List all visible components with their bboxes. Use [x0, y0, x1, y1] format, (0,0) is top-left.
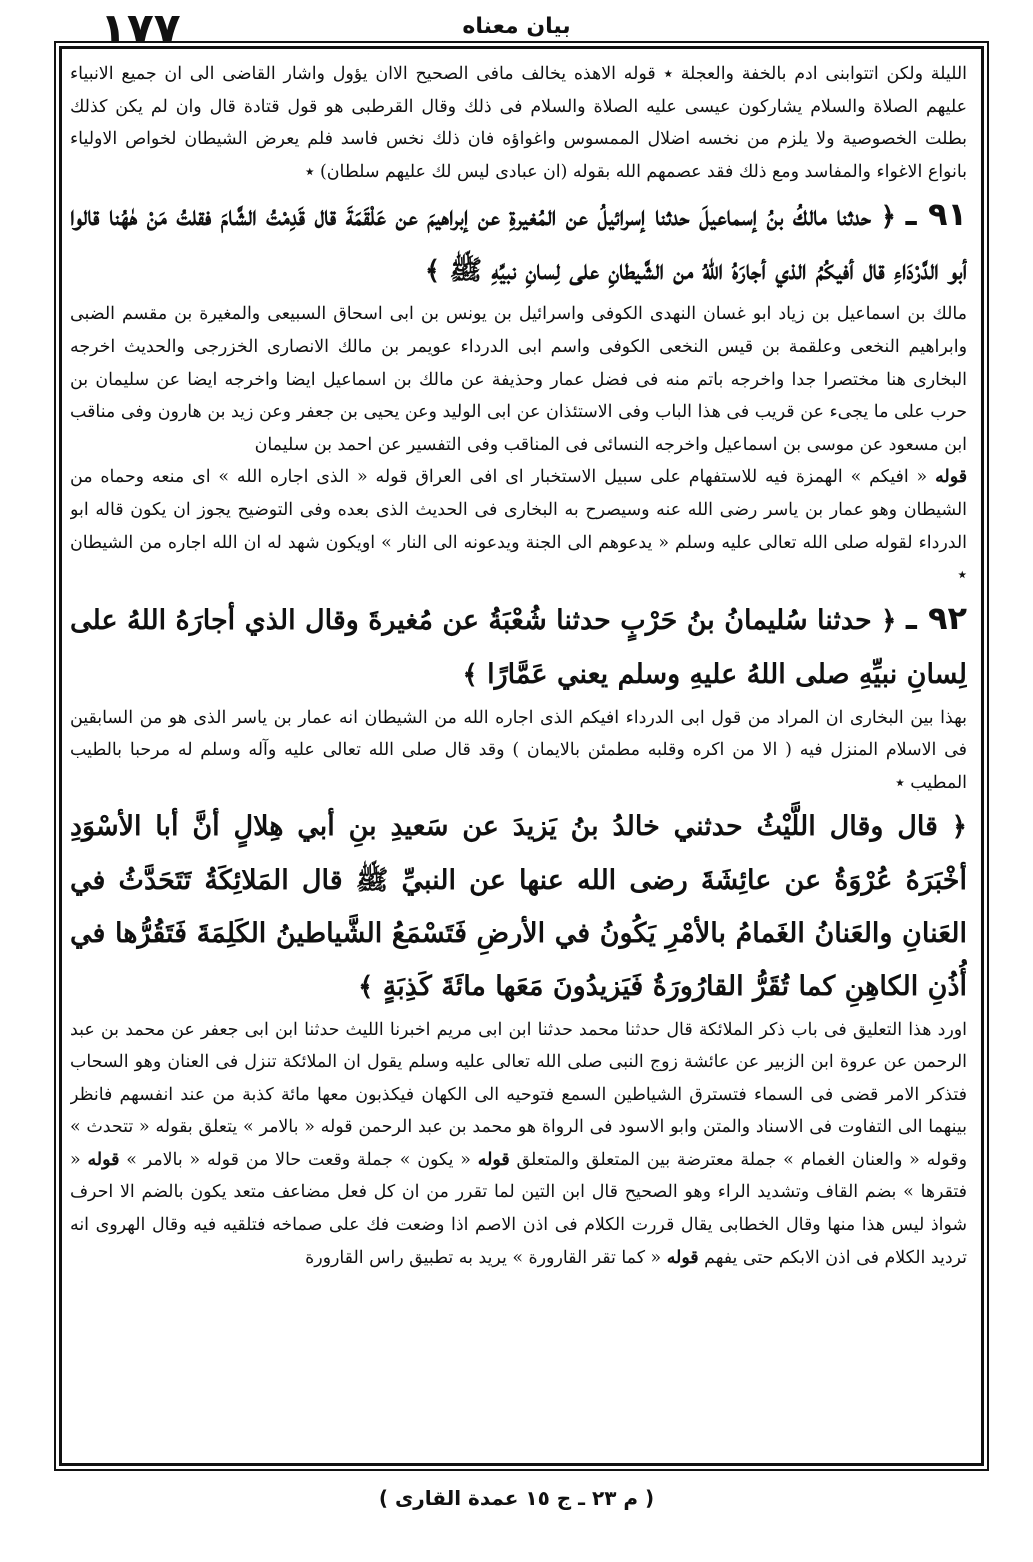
signature-mark: ( م ٢٣ ـ ج ١٥ عمدة القارى ) — [378, 1486, 655, 1510]
hadith-text: قال وقال اللَّيْثُ حدثني خالدُ بنُ يَزيدَ عن سَعيدِ بنِ أبي هِلالٍ أنَّ أبا الأسْوَدِ أخْبَرَهُ عُرْوَةُ عن عائِشَةَ رضى الله عنها عن النبيِّ ﷺ قال المَلائِكَةُ تَتَحَدَّثُ في العَنانِ والعَنانُ الغَمامُ بالأمْرِ يَكُونُ في الأرضِ فَتَسْمَعُ الشَّياطينُ الكَلِمَةَ فَتَقُرُّها في أُذُنِ الكاهِنِ كما تُقَرُّ القارُورَةُ فَيَزيدُونَ مَعَها مائَةَ كَذِبَةٍ — [70, 810, 967, 1002]
hadith-number: ٩٢ ـ — [905, 598, 967, 637]
hadith-muallaq — [70, 800, 967, 1014]
commentary-text: « افيكم » الهمزة فيه للاستفهام على سبيل الاستخبار اى افى العراق قوله « الذى اجاره الله » اى منعه وحماه من الشيطان وهو عمار بن ياسر رضى الله عنه وسيصرح به البخارى فى الحديث الذى بعده وفى التوضيح يجوز ان يكون قاله ابو الدرداء لقوله صلى الله تعالى عليه وسلم « يدعوهم الى الجنة ويدعونه الى النار » اويكون شهد له ان الله اجاره من الشيطان ٭ — [70, 467, 967, 586]
page-body — [70, 58, 967, 1450]
qawluhu-label: قوله — [477, 1149, 510, 1170]
running-title: بیان معناه — [462, 14, 571, 39]
commentary-paragraph: الليلة ولكن اتتوابنى ادم بالخفة والعجلة ٭ قوله الاهذه يخالف مافى الصحيح الاان يؤول واشار القاضى الى ان جميع الانبياء عليهم الصلاة والسلام يشاركون عيسى عليه الصلاة والسلام فى ذلك وقال القرطبى هو قول قتادة قال وان لم يكن كذلك بطلت الخصوصية ولا يلزم من نخسه اضلال الممسوس واغواؤه فان ذلك نخس فاسد فلم يعرض الشيطان لخواص الاولياء بانواع الاغواء والمفاسد ومع ذلك فقد عصمهم الله بقوله (ان عبادى ليس لك عليهم سلطان) ٭ — [70, 64, 967, 182]
commentary-paragraph: مالك بن اسماعيل بن زياد ابو غسان النهدى الكوفى واسرائيل بن يونس بن ابى اسحاق السبيعى والمغيرة بن مقسم الضبى وابراهيم النخعى وعلقمة بن قيس النخعى الكوفى واسم ابى الدرداء عويمر بن مالك الانصارى الخزرجى والحديث اخرجه البخارى هنا مختصرا جدا واخرجه باتم منه فى فضل عمار وحذيفة عن مالك بن اسماعيل ايضا واخرجه ايضا عن سليمان بن حرب على ما يجىء عن قريب فى هذا الباب وفى الاستئذان عن ابى الوليد وعن يحيى بن جعفر وعن زيد بن هارون وفى مناقب ابن مسعود عن موسى بن اسماعيل واخرجه النسائى فى المناقب وفى التفسير عن احمد بن سليمان — [70, 304, 967, 455]
ornate-bracket-open: ﴿ — [880, 202, 896, 233]
qawluhu-label: قوله — [935, 467, 967, 488]
hadith-92 — [70, 592, 967, 702]
ornate-bracket-close: ﴾ — [462, 659, 478, 690]
commentary-text: « فتقرها » بضم القاف وتشديد الراء وهو الصحيح قال ابن التين لما تقرر من ان كل فعل مضاعف متعد يكون بالضم الا احرف شواذ ليس هذا منها وقال الخطابى يقال قررت الكلام فى اذن الاصم اذا وضعت فك على صماخه فتلقيه فيه وقال الهروى انه ترديد الكلام فى اذن الابكم حتى يفهم — [70, 1149, 967, 1268]
commentary-paragraph — [70, 461, 967, 591]
commentary-text: « كما تقر القارورة » يريد به تطبيق راس القارورة — [305, 1247, 662, 1268]
hadith-text: حدثنا مالكُ بنُ إسماعيلَ حدثنا إسرائيلُ عن المُغيرةِ عن إبراهيمَ عن عَلْقَمَةَ قال قَدِمْتُ الشَّامَ فقلتُ مَنْ هٰهُنا قالوا أبو الدَّرْدَاءِ قال أفيكُمُ الذي أجارَهُ اللهُ من الشَّيطانِ على لِسانِ نبيِّهِ ﷺ — [70, 201, 967, 287]
commentary-text: اورد هذا التعليق فى باب ذكر الملائكة قال حدثنا محمد حدثنا ابن ابى مريم اخبرنا الليث حدثنا ابن ابى جعفر عن محمد بن عبد الرحمن عن عروة ابن الزبير عن عائشة زوج النبى صلى الله تعالى عليه وسلم يقول ان الملائكة تنزل فى العنان وهو السحاب فتذكر الامر قضى فى السماء فتسترق الشياطين السمع فتوحيه الى الكهان فيكذبون معها مائة كذبة من عند انفسهم فانظر بينهما الى التفاوت فى الاسناد والمتن وابو الاسود فى الرواة هو محمد بن عبد الرحمن قوله « بالامر » يتعلق بقوله « تتحدث » وقوله « والعنان الغمام » جملة معترضة بين المتعلق والمتعلق — [70, 1019, 967, 1170]
qawluhu-label: قوله — [666, 1247, 699, 1268]
ornate-bracket-open: ﴿ — [951, 811, 967, 842]
hadith-number: ٩١ ـ — [905, 195, 967, 234]
ornate-bracket-open: ﴿ — [881, 605, 897, 636]
qawluhu-label: قوله — [87, 1149, 120, 1170]
commentary-paragraph — [70, 1014, 967, 1275]
commentary-text: « يكون » جملة وقعت حالا من قوله « بالامر » — [126, 1149, 471, 1170]
page-number: ١٧٧ — [100, 4, 181, 55]
commentary-paragraph: بهذا بين البخارى ان المراد من قول ابى الدرداء افيكم الذى اجاره الله من الشيطان انه عمار بن ياسر الذى هو من السابقين فى الاسلام المنزل فيه ( الا من اكره وقلبه مطمئن بالايمان ) وقد قال صلى الله تعالى عليه وآله وسلم له مرحبا بالطيب المطيب ٭ — [70, 707, 967, 793]
hadith-91 — [70, 188, 967, 298]
hadith-text: حدثنا سُليمانُ بنُ حَرْبٍ حدثنا شُعْبَةُ عن مُغيرةَ وقال الذي أجارَهُ اللهُ على لِسانِ نبيِّهِ صلى اللهُ عليهِ وسلم يعني عَمَّارًا — [70, 604, 967, 690]
ornate-bracket-close: ﴾ — [358, 971, 374, 1002]
ornate-bracket-close: ﴾ — [424, 256, 441, 287]
